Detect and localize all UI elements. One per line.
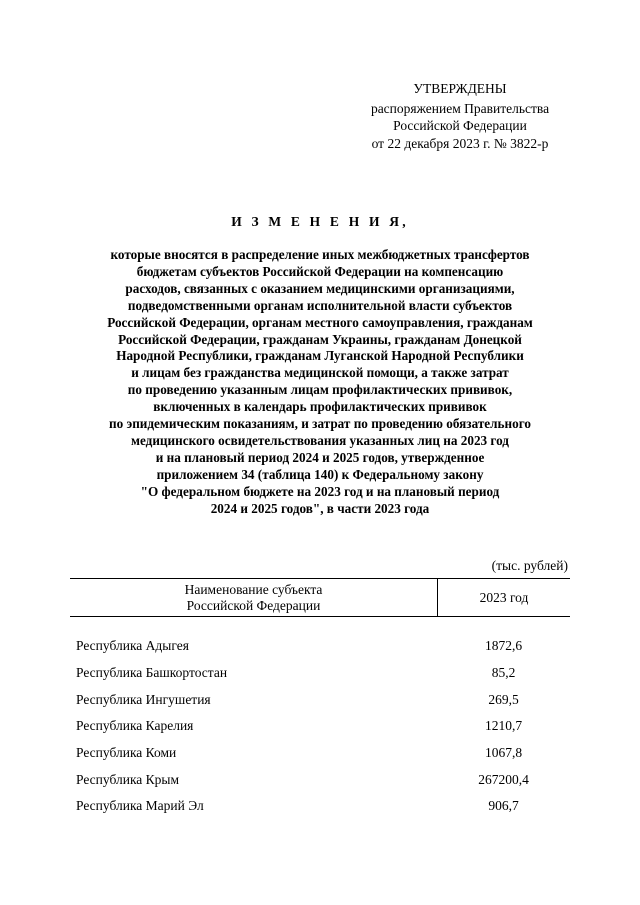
row-subject-name: Республика Крым (76, 771, 180, 787)
subtitle-line: 2024 и 2025 годов", в части 2023 года (210, 500, 430, 516)
header-subject-line: Наименование субъекта (184, 582, 323, 597)
table-body (70, 633, 570, 820)
row-subject-name: Республика Марий Эл (76, 798, 204, 814)
header-year: 2023 год (479, 590, 529, 605)
table-row (70, 686, 570, 713)
row-value: 1210,7 (484, 718, 523, 734)
approval-block (340, 80, 580, 152)
row-subject-name: Республика Коми (76, 745, 177, 761)
row-value: 269,5 (488, 691, 519, 707)
subtitle-line: "О федеральном бюджете на 2023 год и на плановый период (140, 483, 500, 499)
row-value: 85,2 (491, 665, 516, 681)
subtitle-line: и на плановый период 2024 и 2025 годов, утвержденное (155, 449, 485, 465)
subtitle-line: расходов, связанных с оказанием медицинскими организациями, (125, 280, 515, 296)
table-row (70, 633, 570, 660)
row-value: 1872,6 (484, 638, 523, 654)
subtitle-line: приложением 34 (таблица 140) к Федеральному закону (156, 466, 484, 482)
approval-title: УТВЕРЖДЕНЫ (413, 81, 507, 96)
approval-line: Российской Федерации (393, 118, 527, 133)
row-subject-name: Республика Ингушетия (76, 691, 211, 707)
row-value: 906,7 (488, 798, 519, 814)
document-subtitle (60, 247, 580, 518)
units-label: (тыс. рублей) (491, 558, 568, 573)
table-row (70, 713, 570, 740)
table-row (70, 660, 570, 687)
table-row (70, 740, 570, 767)
subtitle-line: Российской Федерации, гражданам Украины, гражданам Донецкой (118, 331, 522, 347)
header-subject-line: Российской Федерации (186, 598, 321, 613)
row-subject-name: Республика Адыгея (76, 638, 189, 654)
subtitle-line: по проведению указанным лицам профилактических прививок, (127, 382, 513, 398)
row-subject-name: Республика Карелия (76, 718, 194, 734)
document-title: И З М Е Н Е Н И Я, (231, 214, 409, 229)
subtitle-line: бюджетам субъектов Российской Федерации на компенсацию (136, 263, 504, 279)
row-value: 1067,8 (484, 745, 523, 761)
subtitle-line: Народной Республики, гражданам Луганской Народной Республики (116, 348, 524, 364)
table-header (70, 578, 570, 617)
approval-line: распоряжением Правительства (370, 100, 550, 116)
allocation-table (70, 578, 570, 820)
approval-line: от 22 декабря 2023 г. № 3822-р (371, 135, 549, 151)
row-subject-name: Республика Башкортостан (76, 665, 228, 681)
header-subject-name (70, 579, 438, 616)
subtitle-line: которые вносятся в распределение иных межбюджетных трансфертов (110, 247, 530, 262)
table-row (70, 766, 570, 793)
subtitle-line: и лицам без гражданства медицинской помощи, а также затрат (131, 365, 509, 381)
subtitle-line: Российской Федерации, органам местного самоуправления, гражданам (107, 314, 533, 330)
subtitle-line: подведомственными органам исполнительной власти субъектов (127, 297, 513, 313)
subtitle-line: по эпидемическим показаниям, и затрат по проведению обязательного (109, 416, 531, 432)
subtitle-line: медицинского освидетельствования указанных лиц на 2023 год (131, 432, 509, 448)
subtitle-line: включенных в календарь профилактических прививок (153, 399, 487, 415)
row-value: 267200,4 (478, 771, 529, 787)
table-row (70, 793, 570, 820)
